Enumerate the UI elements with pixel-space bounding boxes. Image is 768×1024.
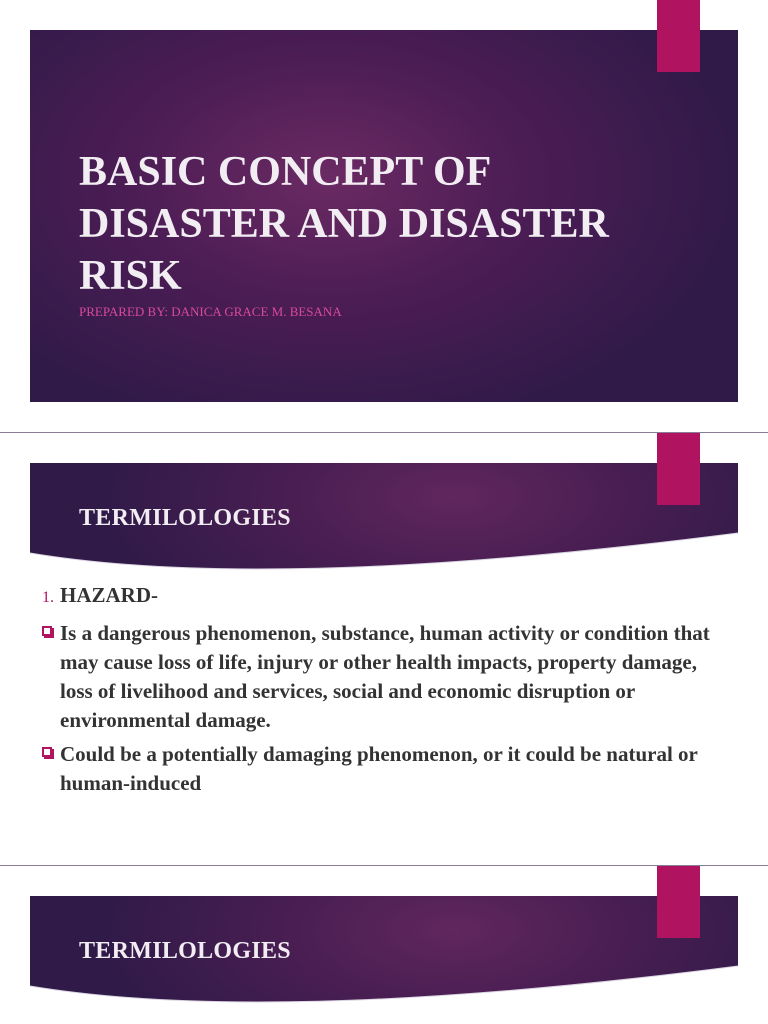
numbered-item-hazard [42, 583, 158, 608]
bullet-point [42, 619, 732, 735]
accent-tab [657, 866, 700, 938]
hollow-square-bullet-icon [42, 626, 52, 636]
terminology-slide-hazard [0, 433, 768, 865]
section-heading: TERMILOLOGIES [79, 505, 291, 531]
terminology-slide-next [0, 866, 768, 1024]
item-label: HAZARD- [60, 583, 158, 607]
slide-subtitle: PREPARED BY: DANICA GRACE M. BESANA [79, 304, 342, 319]
accent-tab [657, 433, 700, 505]
hollow-square-bullet-icon [42, 747, 52, 757]
title-slide [0, 0, 768, 432]
bullet-point [42, 740, 732, 798]
item-number: 1. [42, 589, 54, 606]
accent-tab [657, 0, 700, 72]
bullet-text: Is a dangerous phenomenon, substance, human activity or condition that may cause loss of life, injury or other health impacts, property damage, loss of livelihood and services, social and economic disruption or environmental damage. [60, 621, 710, 732]
slide-title: BASIC CONCEPT OF DISASTER AND DISASTER RISK [79, 149, 609, 299]
section-heading: TERMILOLOGIES [79, 938, 291, 964]
bullet-text: Could be a potentially damaging phenomenon, or it could be natural or human-induced [60, 742, 698, 795]
